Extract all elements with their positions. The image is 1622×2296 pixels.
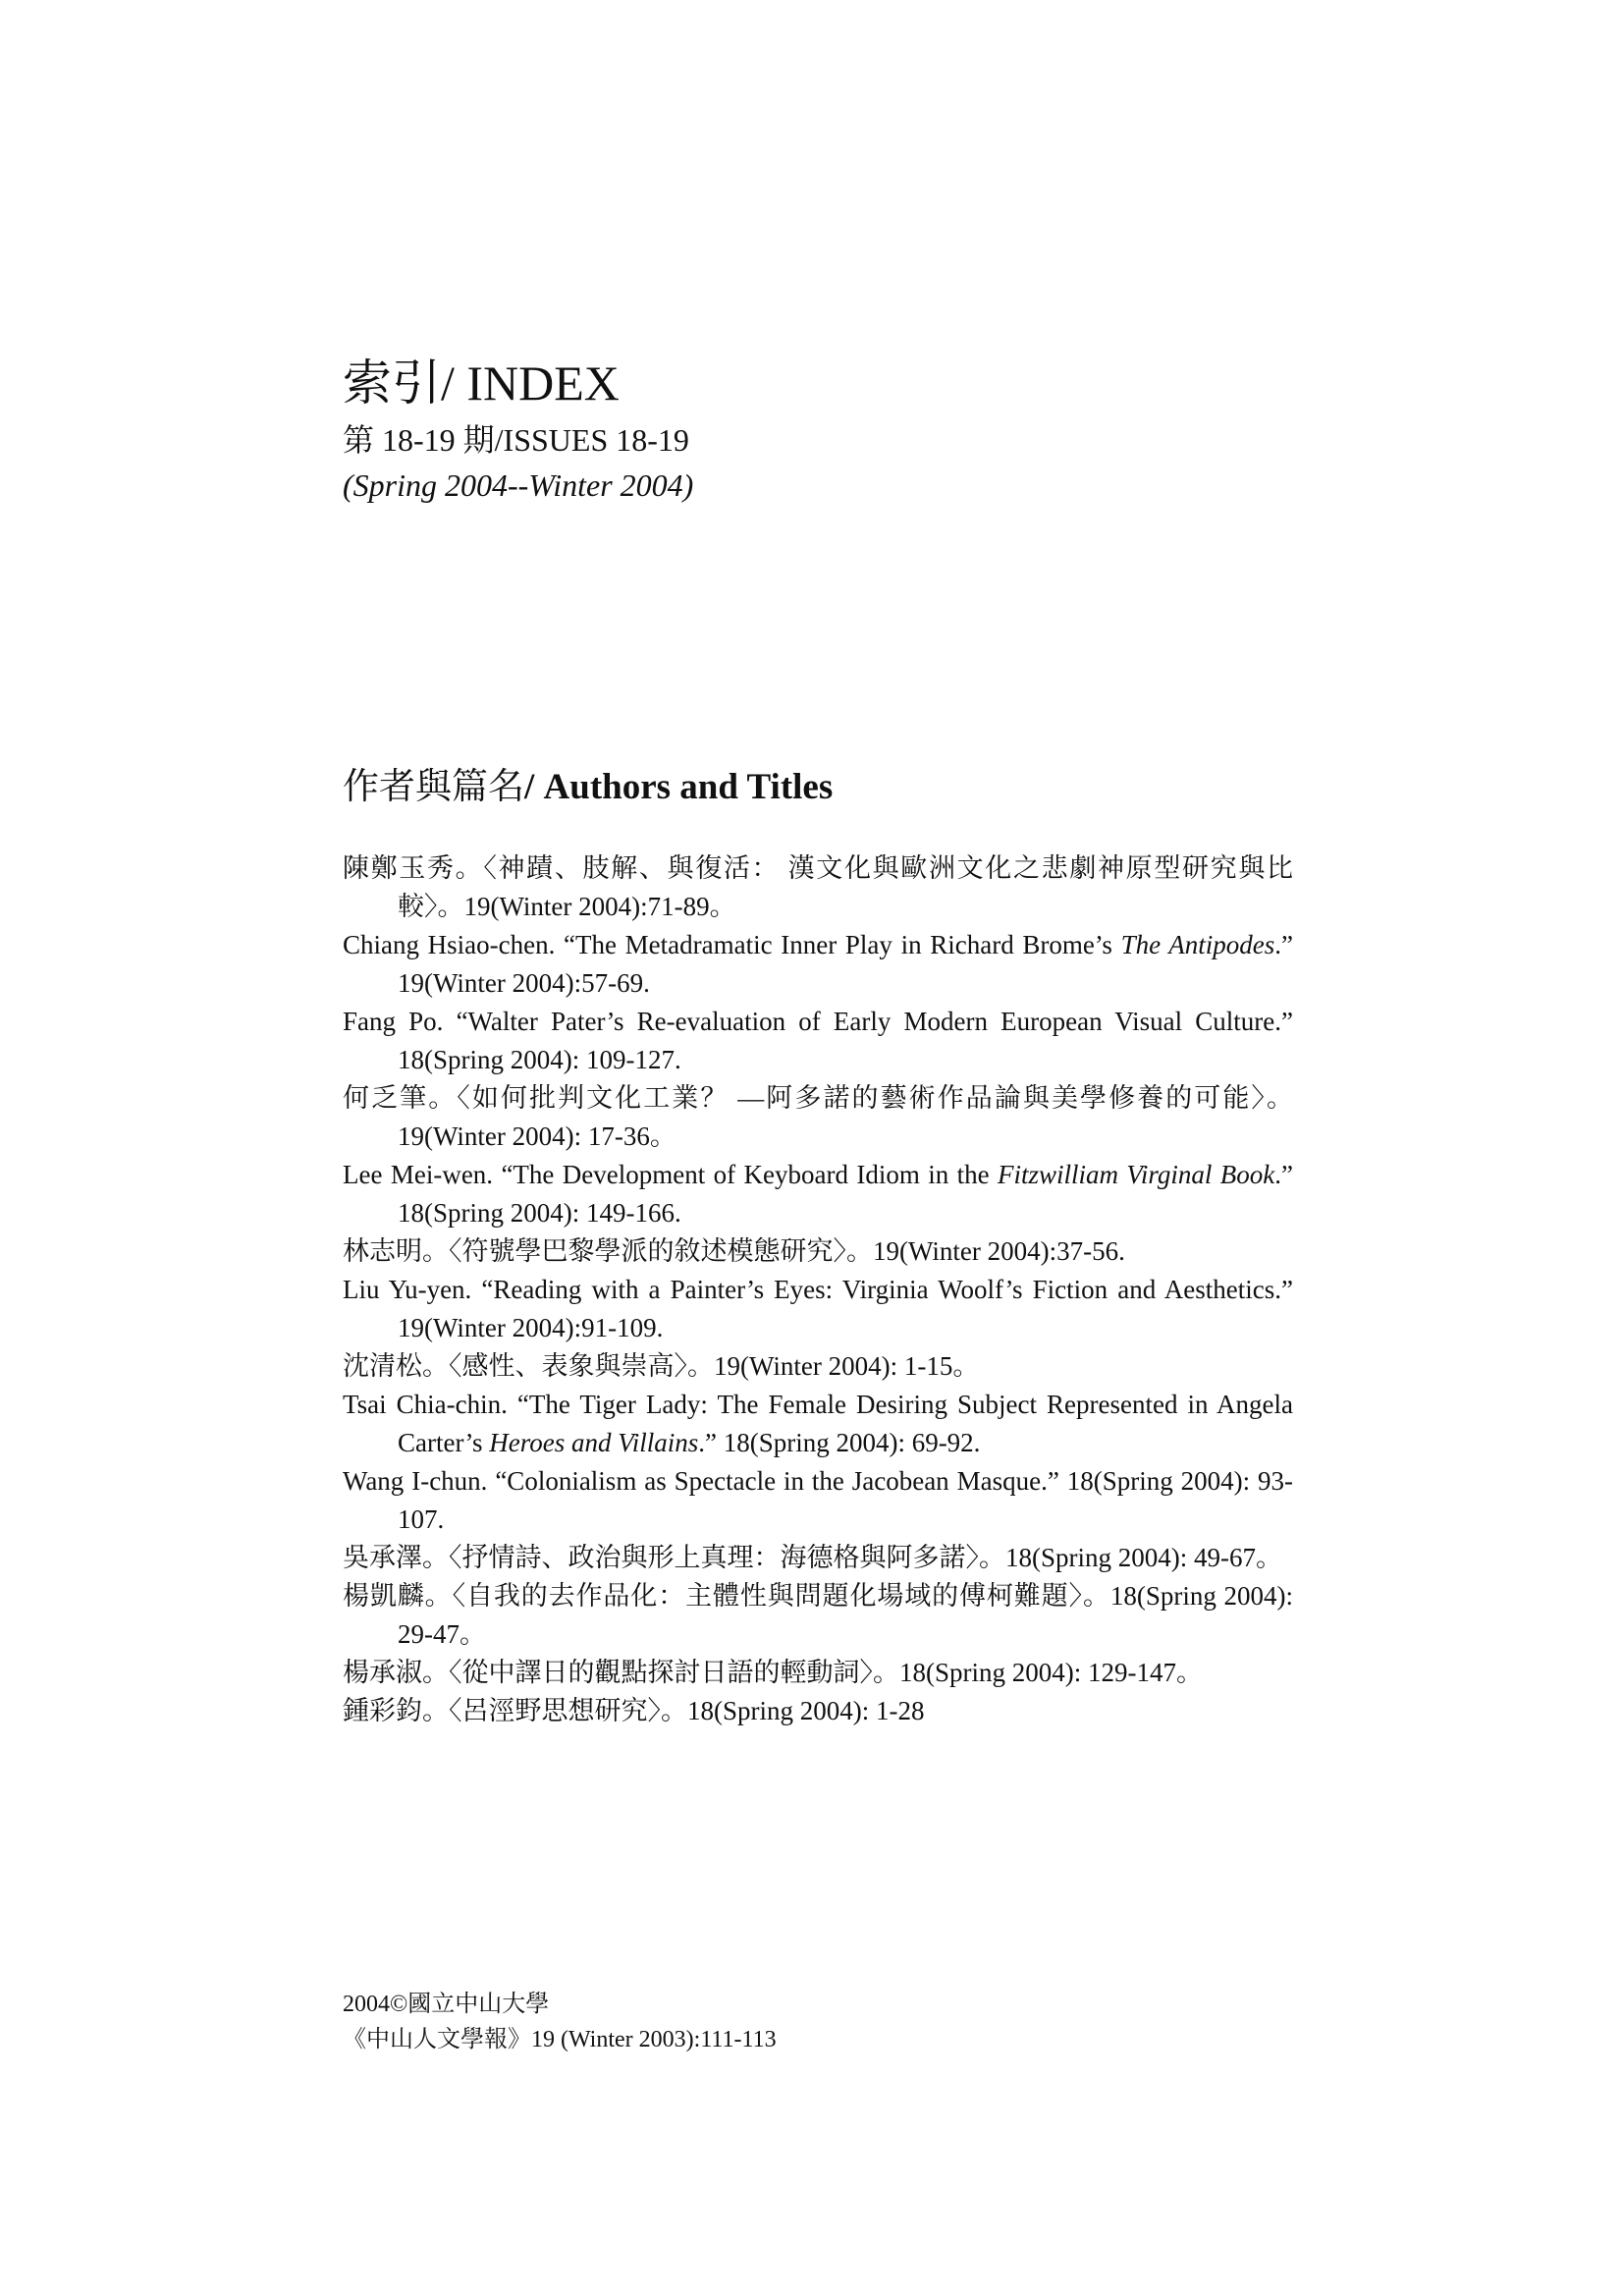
list-item: 吳承澤。〈抒情詩、政治與形上真理：海德格與阿多諾〉。18(Spring 2004): 49-67。 [343,1543,1282,1572]
list-item: Fang Po. “Walter Pater’s Re-evaluation of Early Modern European Visual Culture.” 18(Spring 2004): 109-127. [343,1007,1293,1074]
section-heading-en: / Authors and Titles [524,767,834,807]
index-title: 索引/ INDEX [343,355,620,410]
list-item: 陳鄭玉秀。〈神蹟、肢解、與復活： 漢文化與歐洲文化之悲劇神原型研究與比較〉。19(Winter 2004):71-89。 [343,853,1293,921]
list-item: 楊承淑。〈從中譯日的觀點探討日語的輕動詞〉。18(Spring 2004): 129-147。 [343,1658,1203,1687]
list-item: 何乏筆。〈如何批判文化工業？ —阿多諾的藝術作品論與美學修養的可能〉。19(Winter 2004): 17-36。 [343,1083,1293,1151]
copyright-line: 2004©國立中山大學 [343,1992,550,2017]
period-line: (Spring 2004--Winter 2004) [343,467,694,503]
list-item: 鍾彩鈞。〈呂涇野思想研究〉。18(Spring 2004): 1-28 [343,1696,925,1725]
page-footer [343,1987,1325,2057]
list-item: 林志明。〈符號學巴黎學派的敘述模態研究〉。19(Winter 2004):37-56. [343,1236,1125,1266]
title-block [343,349,1325,508]
citation-line: 《中山人文學報》19 (Winter 2003):111-113 [343,2027,777,2052]
issues-line: 第 18-19 期/ISSUES 18-19 [343,422,689,458]
list-item: Tsai Chia-chin. “The Tiger Lady: The Female Desiring Subject Represented in Angela Carter’s Heroes and Villains.” 18(Spring 2004): 69-92. [343,1390,1293,1457]
list-item: 沈清松。〈感性、表象與崇高〉。19(Winter 2004): 1-15。 [343,1351,980,1381]
section-heading-zh: 作者與篇名 [343,767,524,807]
list-item: Wang I-chun. “Colonialism as Spectacle in the Jacobean Masque.” 18(Spring 2004): 93-107. [343,1466,1293,1534]
list-item: Chiang Hsiao-chen. “The Metadramatic Inner Play in Richard Brome’s The Antipodes.” 19(Winter 2004):57-69. [343,930,1294,998]
section-heading [343,761,1325,814]
list-item: Lee Mei-wen. “The Development of Keyboard Idiom in the Fitzwilliam Virginal Book.” 18(Spring 2004): 149-166. [343,1160,1293,1228]
entries-list [343,849,1293,1730]
list-item: Liu Yu-yen. “Reading with a Painter’s Eyes: Virginia Woolf’s Fiction and Aesthetics.” 19(Winter 2004):91-109. [343,1275,1293,1342]
list-item: 楊凱麟。〈自我的去作品化：主體性與問題化場域的傅柯難題〉。18(Spring 2004): 29-47。 [343,1581,1293,1649]
